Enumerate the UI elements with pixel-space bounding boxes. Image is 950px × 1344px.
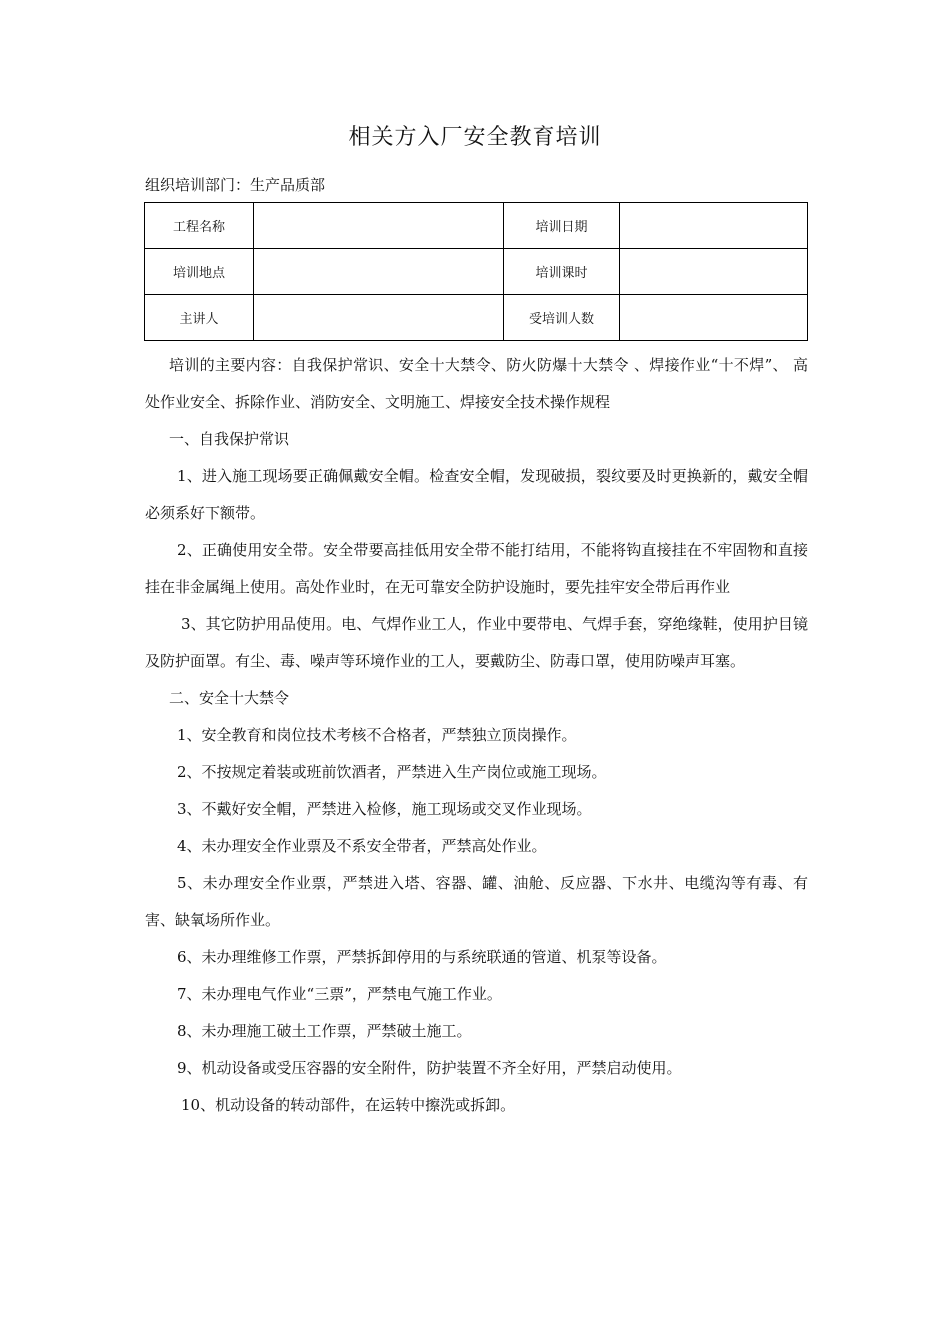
training-info-table (144, 202, 808, 341)
label-training-date: 培训日期 (504, 203, 620, 249)
list-item: 3、不戴好安全帽，严禁进入检修，施工现场或交叉作业现场。 (177, 800, 592, 818)
table-row (145, 295, 808, 341)
document-title: 相关方入厂安全教育培训 (348, 125, 602, 150)
value-project-name[interactable] (254, 203, 504, 249)
label-lecturer: 主讲人 (145, 295, 254, 341)
value-trainee-count[interactable] (620, 295, 808, 341)
section-heading-self-protection: 一、自我保护常识 (169, 430, 290, 448)
list-item: 4、未办理安全作业票及不系安全带者，严禁高处作业。 (177, 837, 547, 855)
list-item: 2、不按规定着装或班前饮酒者，严禁进入生产岗位或施工现场。 (177, 763, 607, 781)
value-training-date[interactable] (620, 203, 808, 249)
list-item: 3、其它防护用品使用。电、气焊作业工人，作业中要带电、气焊手套，穿绝缘鞋，使用护目镜及防护面罩。有尘、毒、噪声等环境作业的工人，要戴防尘、防毒口罩，使用防噪声耳塞。 (145, 615, 808, 670)
organizing-department: 组织培训部门：生产品质部 (145, 176, 326, 194)
list-item: 7、未办理电气作业“三票”，严禁电气施工作业。 (177, 985, 502, 1003)
table-row (145, 203, 808, 249)
list-item: 10、机动设备的转动部件，在运转中擦洗或拆卸。 (181, 1096, 516, 1114)
list-item: 9、机动设备或受压容器的安全附件，防护装置不齐全好用，严禁启动使用。 (177, 1059, 682, 1077)
list-item: 8、未办理施工破土工作票，严禁破土施工。 (177, 1022, 472, 1040)
list-item: 1、安全教育和岗位技术考核不合格者，严禁独立顶岗操作。 (177, 726, 577, 744)
training-content (145, 347, 808, 1124)
content-intro: 培训的主要内容：自我保护常识、安全十大禁令、防火防爆十大禁令 、焊接作业“十不焊”、 高处作业安全、拆除作业、消防安全、文明施工、焊接安全技术操作规程 (145, 356, 808, 411)
list-item: 2、正确使用安全带。安全带要高挂低用安全带不能打结用，不能将钩直接挂在不牢固物和直接挂在非金属绳上使用。高处作业时，在无可靠安全防护设施时，要先挂牢安全带后再作业 (145, 541, 808, 596)
section-heading-safety-prohibitions: 二、安全十大禁令 (169, 689, 290, 707)
list-item: 5、未办理安全作业票，严禁进入塔、容器、罐、油舱、反应器、下水井、电缆沟等有毒、有害、缺氧场所作业。 (145, 874, 808, 929)
list-item: 6、未办理维修工作票，严禁拆卸停用的与系统联通的管道、机泵等设备。 (177, 948, 667, 966)
label-training-location: 培训地点 (145, 249, 254, 295)
value-training-location[interactable] (254, 249, 504, 295)
value-lecturer[interactable] (254, 295, 504, 341)
label-training-hours: 培训课时 (504, 249, 620, 295)
label-project-name: 工程名称 (145, 203, 254, 249)
value-training-hours[interactable] (620, 249, 808, 295)
label-trainee-count: 受培训人数 (504, 295, 620, 341)
table-row (145, 249, 808, 295)
list-item: 1、进入施工现场要正确佩戴安全帽。检查安全帽，发现破损，裂纹要及时更换新的，戴安全帽必须系好下额带。 (145, 467, 808, 522)
